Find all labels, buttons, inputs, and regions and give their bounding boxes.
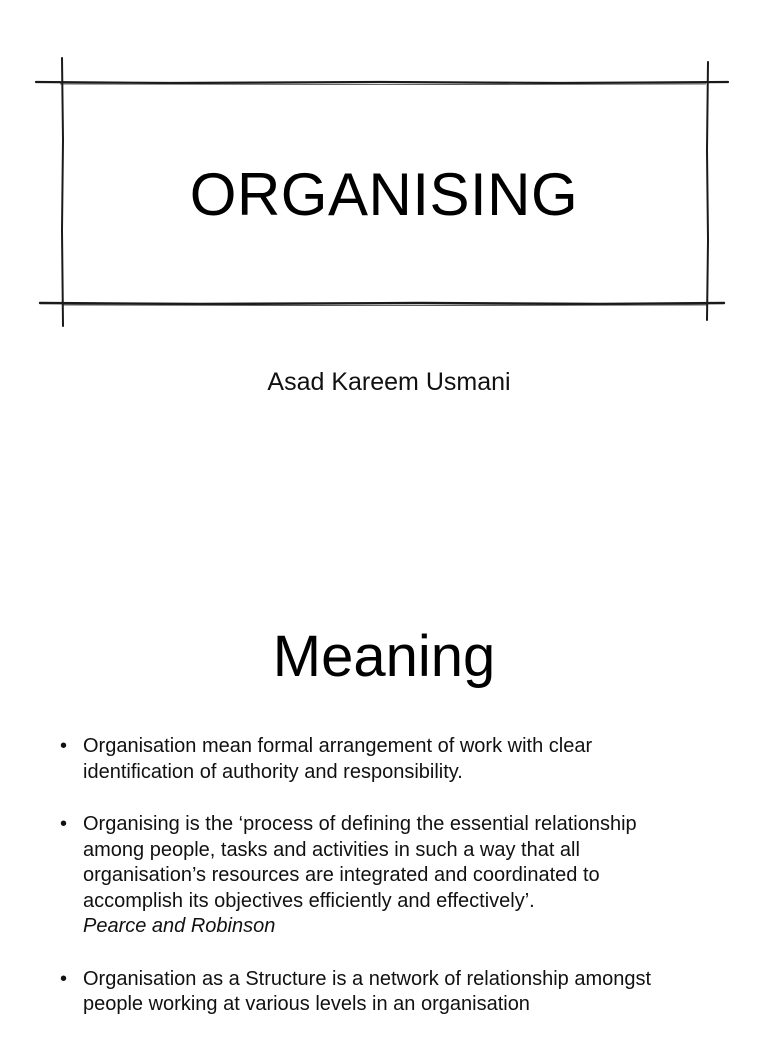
- bullet-text-line: among people, tasks and activities in such a way that all: [83, 838, 580, 861]
- slide-heading: Meaning: [272, 624, 496, 689]
- bullet-list: [60, 734, 720, 1045]
- bullet-text-line: Organisation as a Structure is a network of relationship amongst: [83, 967, 652, 990]
- bullet-text-line: Organisation mean formal arrangement of work with clear: [83, 735, 593, 757]
- bullet-text-line: Organising is the ‘process of defining the essential relationship: [83, 813, 637, 835]
- slide-title: ORGANISING: [189, 161, 579, 228]
- bullet-item: [60, 812, 720, 940]
- bullet-text-line: people working at various levels in an organisation: [83, 993, 530, 1015]
- bullet-dot: •: [60, 967, 68, 990]
- author-name: Asad Kareem Usmani: [267, 368, 511, 396]
- bullet-dot: •: [60, 735, 68, 757]
- bullet-text-line: identification of authority and responsibility.: [83, 760, 463, 783]
- meaning-slide: [0, 580, 768, 1024]
- bullet-text-line: organisation’s resources are integrated and coordinated to: [83, 864, 600, 886]
- bullet-text-line: accomplish its objectives efficiently and effectively’.: [83, 889, 535, 912]
- quote-attribution: Pearce and Robinson: [83, 915, 276, 937]
- bullet-item: [60, 734, 720, 785]
- bullet-item: [60, 967, 720, 1018]
- bullet-dot: •: [60, 813, 68, 835]
